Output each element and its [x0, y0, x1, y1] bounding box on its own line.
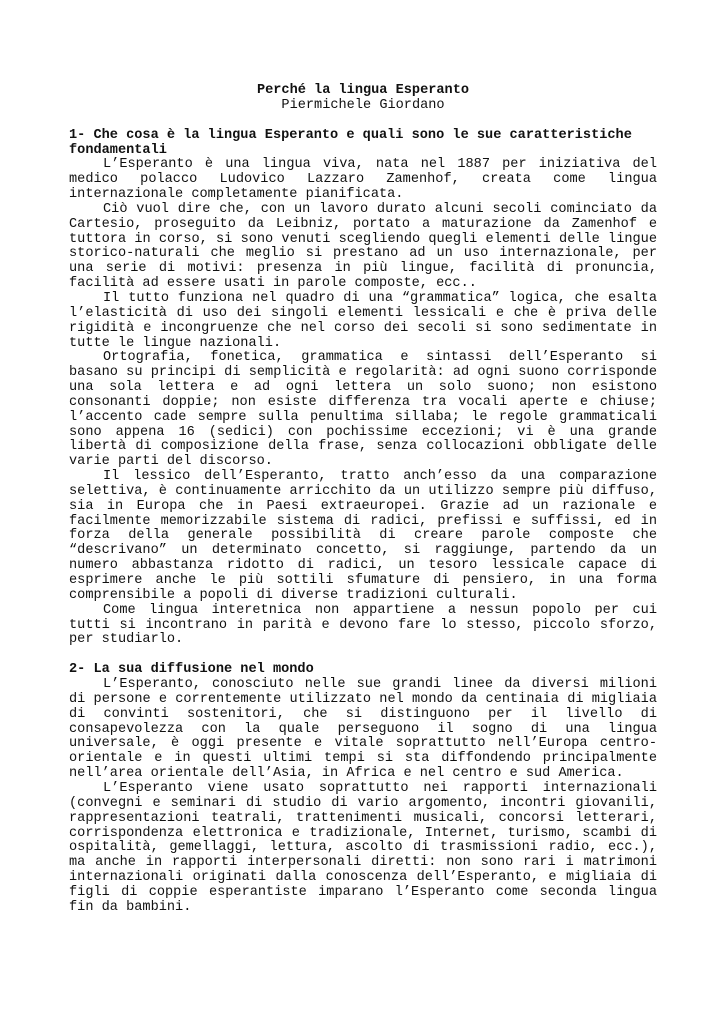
section-2-paragraph-2: L’Esperanto viene usato soprattutto nei rapporti internazionali (convegni e seminari di studio di vario argomento, incontri giovanili, rappresentazioni teatrali, trattenimenti musicali, concorsi letterari, corrispondenza elettronica e tradizionale, Internet, turismo, scambi di ospitalità, gemellaggi, lettura, ascolto di trasmissioni radio, ecc.), ma anche in rapporti interpersonali diretti: non sono rari i matrimoni internazionali originati dalla conoscenza dell’Esperanto, e migliaia di figli di coppie esperantiste imparano l’Esperanto come seconda lingua fin da bambini. [69, 780, 657, 915]
section-2-paragraph-1: L’Esperanto, conosciuto nelle sue grandi linee da diversi milioni di persone e correntemente utilizzato nel mondo da centinaia di migliaia di convinti sostenitori, che si distinguono per il livello di consapevolezza con la quale perseguono il sogno di una lingua universale, è oggi presente e vitale soprattutto nell’Europa centro-orientale e in questi ultimi tempi si sta diffondendo principalmente nell’area orientale dell’Asia, in Africa e nel centro e sud America. [69, 677, 657, 782]
section-1-paragraph-1: L’Esperanto è una lingua viva, nata nel 1887 per iniziativa del medico polacco Ludovico Lazzaro Zamenhof, creata come lingua internazionale completamente pianificata. [69, 157, 657, 203]
spacer [69, 648, 657, 663]
section-1-paragraph-5: Il lessico dell’Esperanto, tratto anch’esso da una comparazione selettiva, è continuamente arricchito da un utilizzo sempre più diffuso, sia in Europa che in Paesi extraeuropei. Grazie ad un razionale e facilmente memorizzabile sistema di radici, prefissi e suffissi, ed in forza della generale possibilità di creare parole composte che “descrivano” un determinato concetto, si raggiunge, partendo da un numero abbastanza ridotto di radici, un tesoro lessicale capace di esprimere anche le più sottili sfumature di pensiero, in una forma comprensibile a popoli di diverse tradizioni culturali. [69, 469, 657, 603]
section-1-paragraph-3: Il tutto funziona nel quadro di una “grammatica” logica, che esalta l’elasticità di uso dei singoli elementi lessicali e che è priva delle rigidità e incongruenze che nel corso dei secoli si sono sedimentate in tutte le lingue nazionali. [69, 290, 657, 351]
section-1-paragraph-4: Ortografia, fonetica, grammatica e sintassi dell’Esperanto si basano su principi di semplicità e regolarità: ad ogni suono corrisponde una sola lettera e ad ogni lettera un solo suono; non esistono consonanti doppie; non esiste differenza tra vocali aperte e chiuse; l’accento cade sempre sulla penultima sillaba; le regole grammaticali sono appena 16 (sedici) con pochissime eccezioni; vi è una grande libertà di composizione della frase, senza collocazioni obbligate delle varie parti del discorso. [69, 350, 657, 470]
section-1-paragraph-6: Come lingua interetnica non appartiene a nessun popolo per cui tutti si incontrano in parità e devono fare lo stesso, piccolo sforzo, per studiarlo. [69, 602, 657, 648]
section-2-heading: 2- La sua diffusione nel mondo [69, 662, 314, 678]
document-title: Perché la lingua Esperanto [256, 83, 470, 98]
document-author: Piermichele Giordano [281, 97, 445, 113]
section-1-heading: 1- Che cosa è la lingua Esperanto e quali sono le sue caratteristiche fondamentali [69, 127, 632, 158]
document-page [69, 84, 657, 916]
section-1-paragraph-2: Ciò vuol dire che, con un lavoro durato alcuni secoli cominciato da Cartesio, proseguito da Leibniz, portato a maturazione da Zamenhof e tuttora in corso, si sono venuti scegliendo quegli elementi delle lingue storico-naturali che meglio si prestano ad un uso internazionale, per una serie di motivi: presenza in più lingue, facilità di pronuncia, facilità ad essere usati in parole composte, ecc.. [69, 201, 657, 292]
spacer [69, 114, 657, 129]
